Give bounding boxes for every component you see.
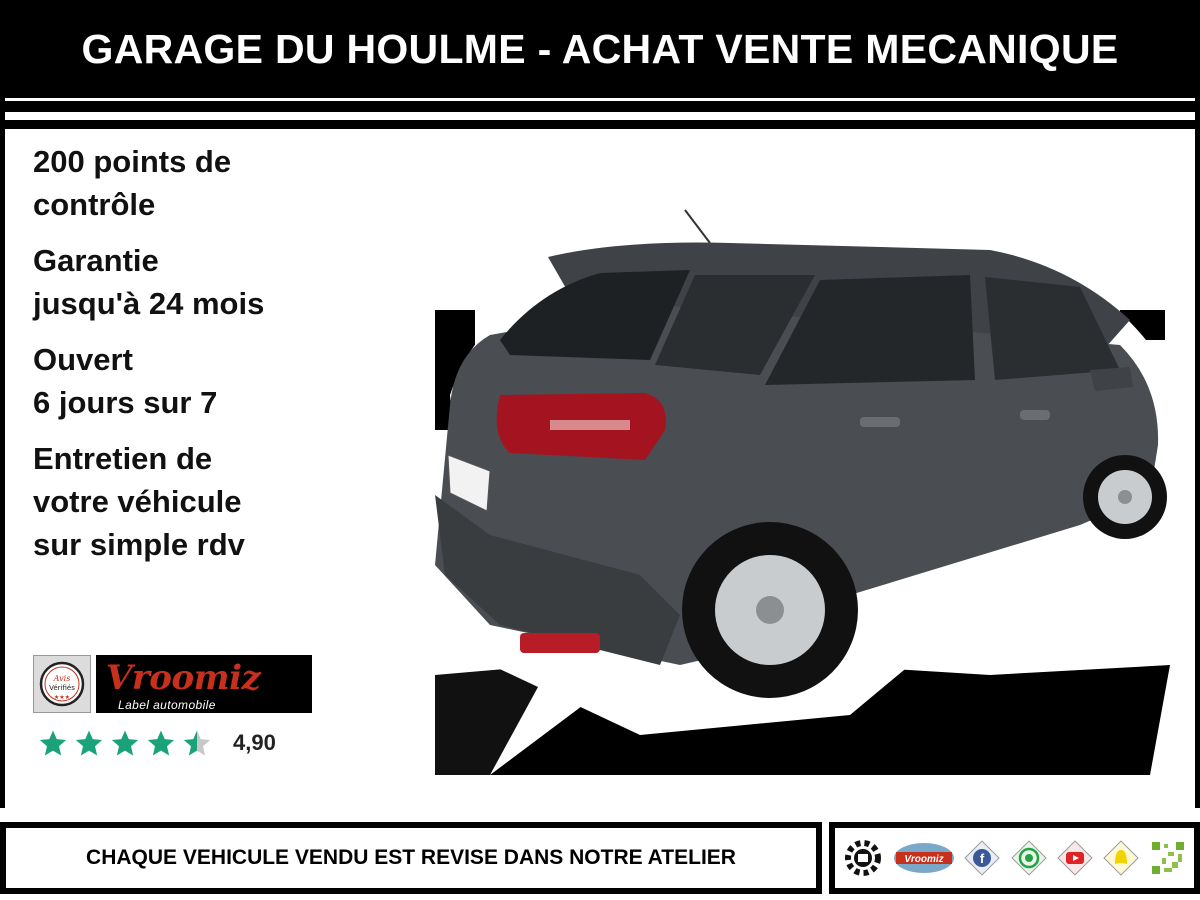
car-illustration — [430, 195, 1175, 785]
frame-left — [0, 98, 5, 808]
review-badges — [33, 655, 312, 713]
feature-opening-days: Ouvert 6 jours sur 7 — [33, 342, 218, 420]
vroomiz-logo-icon[interactable] — [892, 840, 956, 876]
header-divider — [0, 101, 1200, 112]
rating — [35, 728, 276, 758]
feature-warranty: Garantie jusqu'à 24 mois — [33, 243, 265, 321]
vroomiz-badge[interactable] — [96, 655, 312, 713]
vroomiz-name: Vroomiz — [106, 658, 261, 698]
svg-text:f: f — [979, 851, 985, 866]
page-header — [0, 0, 1200, 98]
feature-control-points: 200 points de contrôle — [33, 144, 232, 222]
snapchat-icon[interactable] — [1101, 838, 1141, 878]
header-divider-thin — [0, 120, 1200, 129]
facebook-icon[interactable] — [962, 838, 1002, 878]
star-icon — [107, 728, 143, 758]
qr-code-icon[interactable] — [1148, 838, 1188, 878]
header-title: GARAGE DU HOULME - ACHAT VENTE MECANIQUE — [81, 25, 1119, 72]
youtube-icon[interactable] — [1055, 838, 1095, 878]
frame-right — [1195, 98, 1200, 808]
avis-verifies-badge[interactable] — [33, 655, 91, 713]
svg-text:★★★: ★★★ — [53, 695, 71, 701]
svg-text:Vérifiés: Vérifiés — [49, 684, 75, 692]
feature-maintenance: Entretien de votre véhicule sur simple rdv — [33, 441, 245, 562]
star-icon — [35, 728, 71, 758]
features-list — [33, 140, 423, 579]
social-links — [829, 822, 1200, 894]
star-icon — [143, 728, 179, 758]
star-icon — [71, 728, 107, 758]
avis-verifies-logo-icon — [38, 660, 86, 708]
whatsapp-icon[interactable] — [1009, 838, 1049, 878]
rating-stars — [35, 728, 215, 758]
rating-value: 4,90 — [233, 730, 276, 755]
car-photo — [430, 195, 1175, 785]
svg-text:Vroomiz: Vroomiz — [904, 854, 944, 865]
mechanic-gear-icon[interactable] — [841, 836, 885, 880]
footer-banner-text: CHAQUE VEHICULE VENDU EST REVISE DANS NOTRE ATELIER — [86, 846, 736, 869]
footer-banner — [0, 822, 822, 894]
vroomiz-label: Label automobile — [118, 698, 216, 712]
svg-text:Avis: Avis — [53, 674, 71, 683]
star-half-icon — [179, 728, 215, 758]
